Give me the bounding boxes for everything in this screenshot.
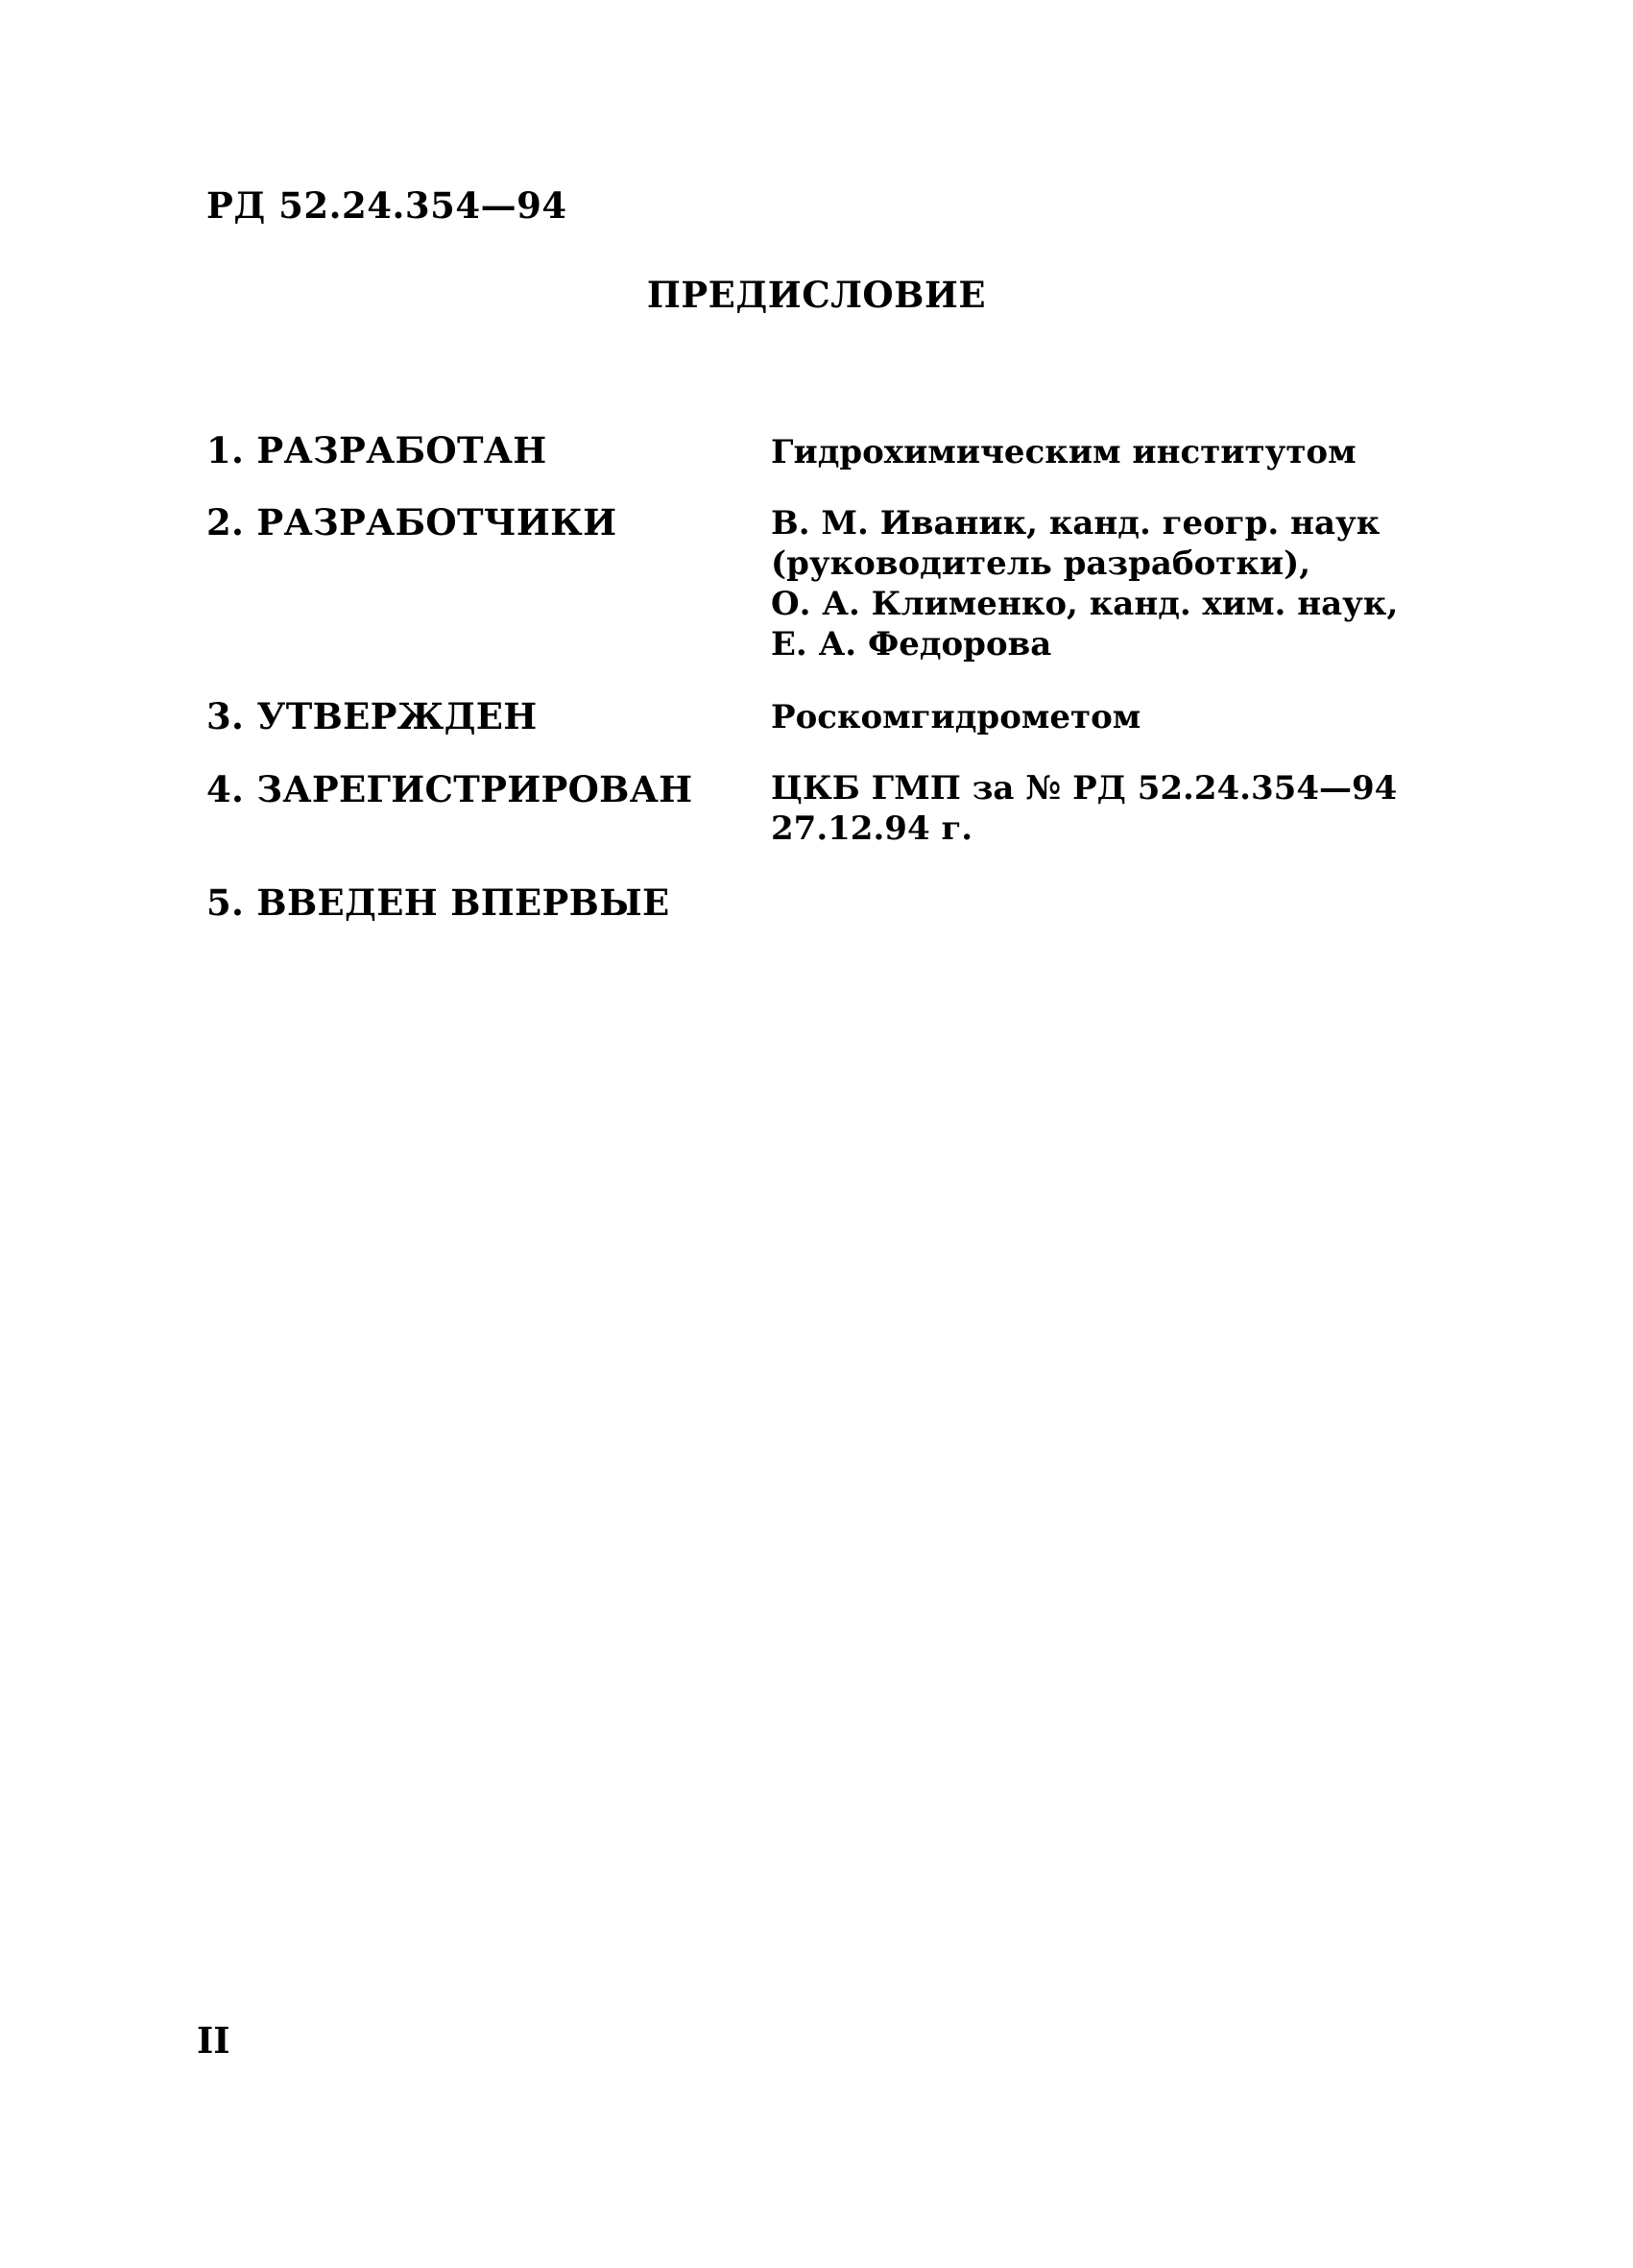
row-value-line: 27.12.94 г. [771,809,973,848]
row-value [771,432,1357,472]
row-label: 2. РАЗРАБОТЧИКИ [206,501,617,543]
row-value-line: Гидрохимическим институтом [771,433,1357,471]
row-label: 3. УТВЕРЖДЕН [206,695,538,737]
row-value-line: О. А. Клименко, канд. хим. наук, [771,585,1399,623]
page-number: II [197,2019,230,2062]
row-value-line: ЦКБ ГМП за № РД 52.24.354—94 [771,769,1398,808]
row-label: 4. ЗАРЕГИСТРИРОВАН [206,768,693,810]
section-title: ПРЕДИСЛОВИЕ [646,274,987,316]
document-code: РД 52.24.354—94 [206,184,567,227]
row-value [771,503,1398,664]
row-value-line: Е. А. Федорова [771,625,1052,664]
row-label: 5. ВВЕДЕН ВПЕРВЫЕ [206,881,670,924]
row-value [771,697,1141,737]
row-value [771,768,1397,849]
row-label: 1. РАЗРАБОТАН [206,429,547,471]
row-value-line: (руководитель разработки), [771,544,1311,583]
row-value-line: В. М. Иваник, канд. геогр. наук [771,504,1381,543]
row-value-line: Роскомгидрометом [771,698,1141,736]
